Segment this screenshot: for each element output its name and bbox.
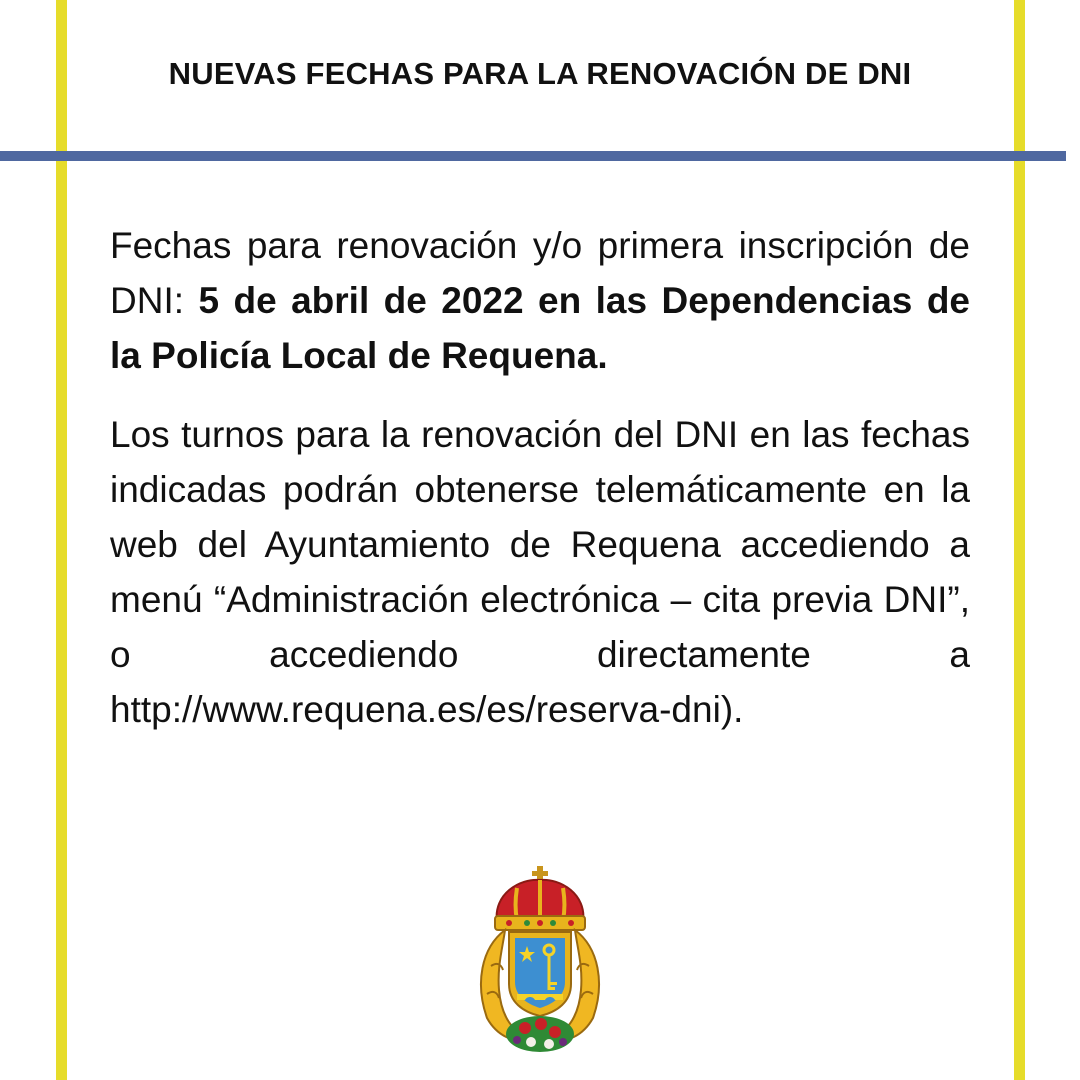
requena-coat-of-arms-icon — [475, 866, 605, 1056]
dates-lead-text: Fechas para renovación y/o primera inscripción de DNI: — [110, 225, 970, 321]
left-yellow-border — [56, 0, 67, 1080]
page-title: NUEVAS FECHAS PARA LA RENOVACIÓN DE DNI — [168, 56, 912, 91]
appointments-text: Los turnos para la renovación del DNI en las fechas indicadas podrán obtenerse telemáticamente en la web del Ayuntamiento de Requena accediendo a menú “Administración electrónica – cita previa DNI”, o accediendo directamente a — [110, 414, 970, 675]
right-yellow-border — [1014, 0, 1025, 1080]
appointments-paragraph — [110, 407, 970, 737]
header-divider — [0, 151, 1066, 161]
dates-highlight: 5 de abril de 2022 en las Dependencias de la Policía Local de Requena. — [110, 280, 971, 376]
notice-body — [110, 218, 970, 737]
appointments-closing: ). — [720, 689, 744, 730]
dates-paragraph — [110, 218, 970, 383]
reservation-link[interactable]: http://www.requena.es/es/reserva-dni — [110, 689, 721, 730]
